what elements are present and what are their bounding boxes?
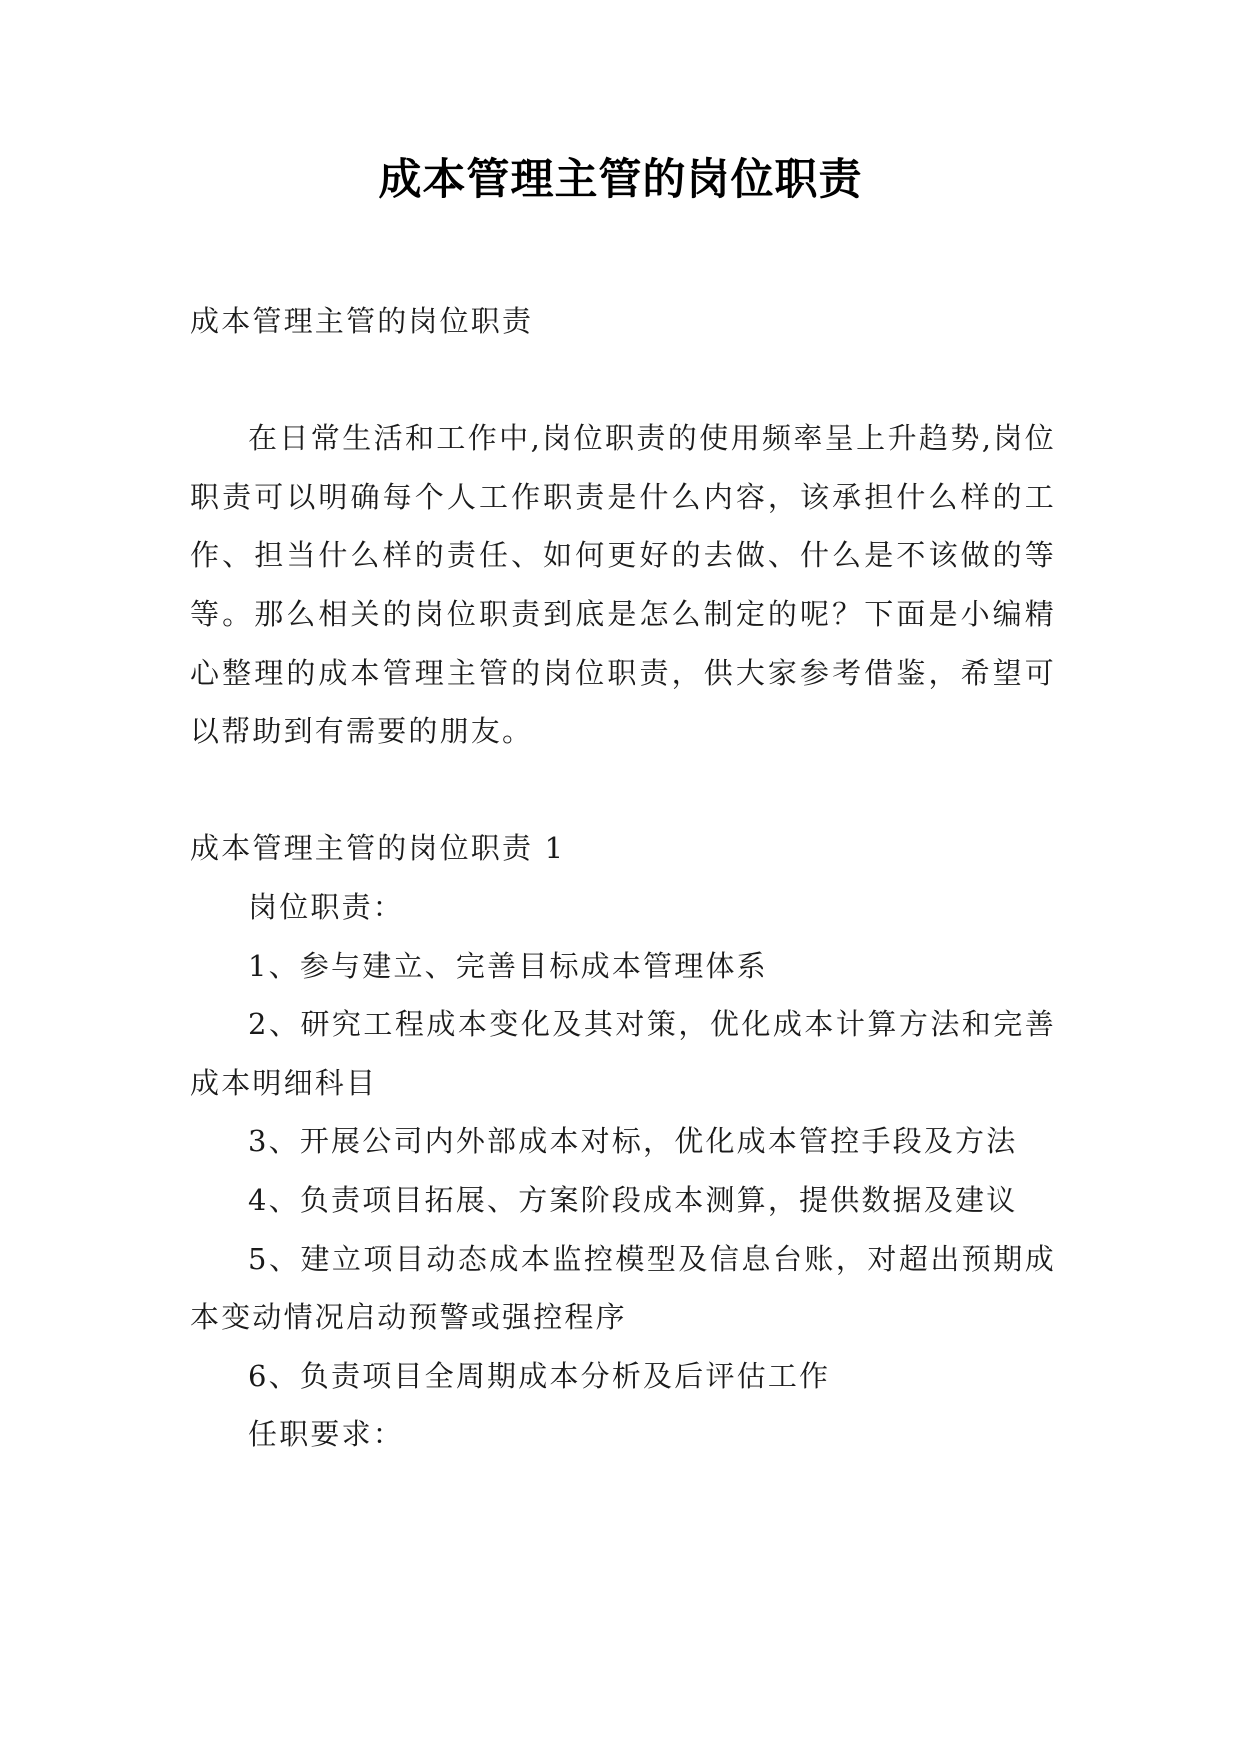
duty-item: 5、建立项目动态成本监控模型及信息台账，对超出预期成本变动情况启动预警或强控程序 [190, 1241, 1056, 1335]
duty-item: 3、开展公司内外部成本对标，优化成本管控手段及方法 [248, 1124, 1018, 1159]
paragraph-gap [190, 761, 1056, 820]
document-title: 成本管理主管的岗位职责 [378, 155, 863, 205]
duty-item: 2、研究工程成本变化及其对策，优化成本计算方法和完善成本明细科目 [190, 1007, 1056, 1100]
duty-item: 6、负责项目全周期成本分析及后评估工作 [248, 1358, 831, 1393]
duty-item: 1、参与建立、完善目标成本管理体系 [248, 948, 768, 983]
duties-label: 岗位职责： [248, 889, 405, 924]
document-body [190, 292, 1056, 1464]
document-subtitle: 成本管理主管的岗位职责 [190, 304, 534, 338]
intro-paragraph: 在日常生活和工作中,岗位职责的使用频率呈上升趋势,岗位职责可以明确每个人工作职责是什么内容，该承担什么样的工作、担当什么样的责任、如何更好的去做、什么是不该做的等等。那么相关的岗位职责到底是怎么制定的呢？下面是小编精心整理的成本管理主管的岗位职责，供大家参考借鉴，希望可以帮助到有需要的朋友。 [190, 421, 1056, 749]
paragraph-gap [190, 351, 1056, 410]
duty-item: 4、负责项目拓展、方案阶段成本测算，提供数据及建议 [248, 1182, 1018, 1217]
section-heading: 成本管理主管的岗位职责 1 [190, 831, 566, 866]
requirements-label: 任职要求： [248, 1417, 405, 1452]
